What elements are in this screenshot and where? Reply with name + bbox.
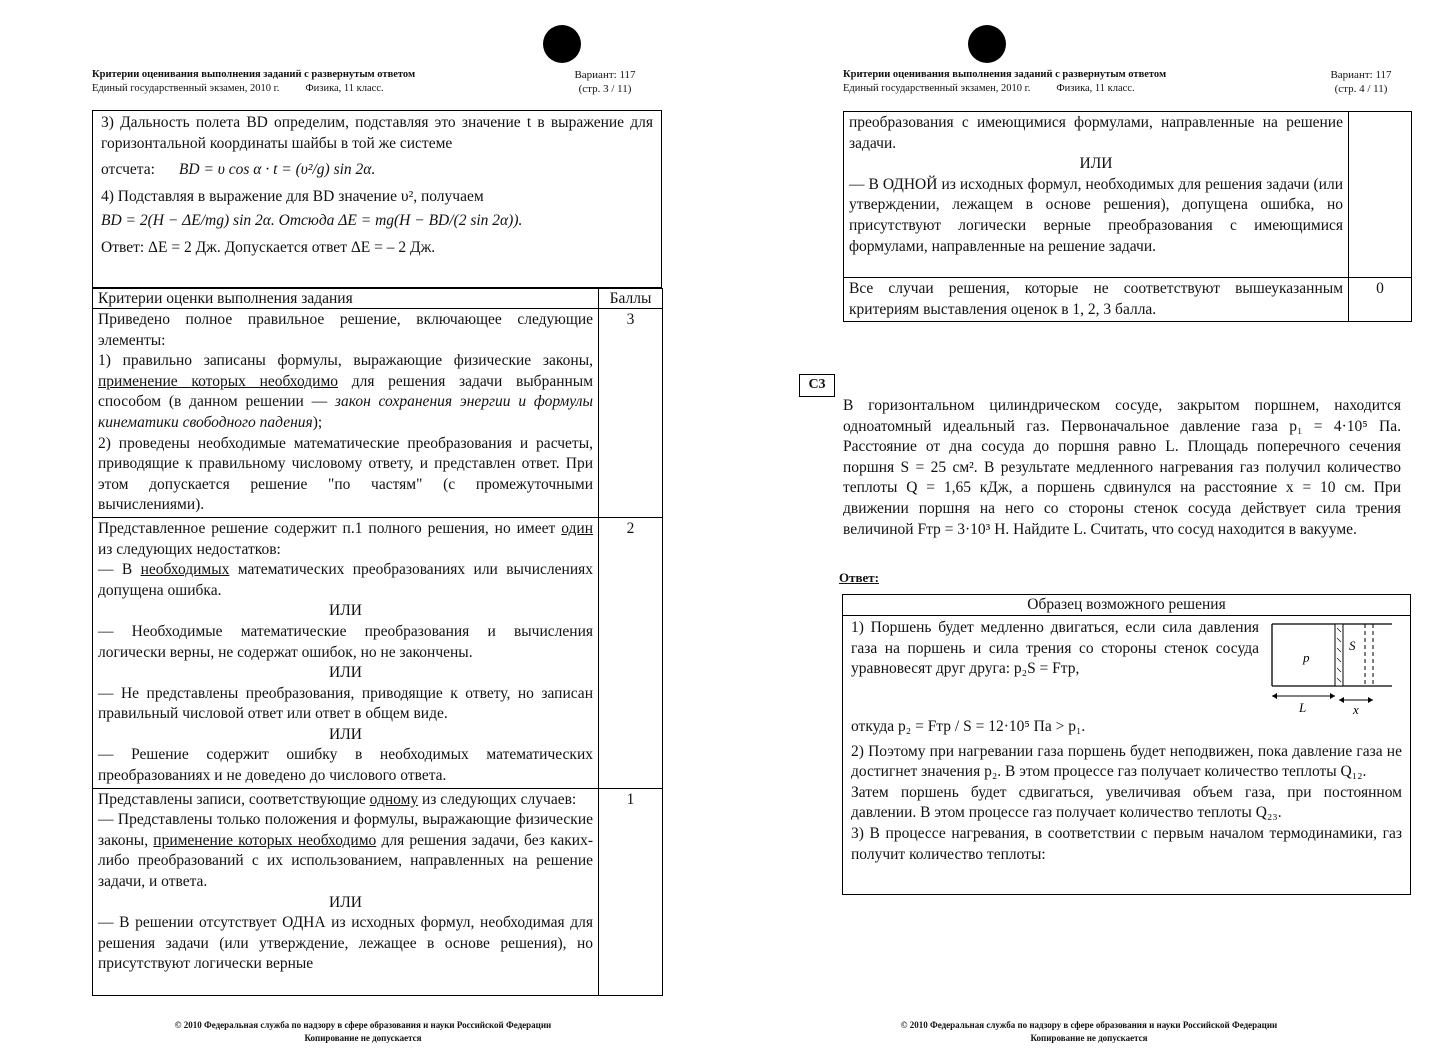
- sample-solution-box: [842, 594, 1411, 895]
- variant-label: Вариант: 117: [1330, 69, 1392, 81]
- criteria-cell: Приведено полное правильное решение, включающее следующие элементы: 1) правильно записаны формулы, выражающие физические законы, применение которых необходимо для решения задачи выбранным способом (в данном решении — закон сохранения энергии и формулы кинематики свободного падения); 2) проведены необходимые математические преобразования и расчеты, приводящие к правильному числовому ответу, и представлен ответ. При этом допускается решение "по частям" (с промежуточными вычислениями).: [93, 309, 599, 518]
- header-subject: Физика, 11 класс.: [305, 83, 384, 94]
- page-header: [92, 68, 415, 96]
- header-subject: Физика, 11 класс.: [1056, 83, 1135, 94]
- header-exam: Единый государственный экзамен, 2010 г.: [92, 83, 280, 94]
- score-cell: 2: [599, 517, 663, 788]
- label-p: p: [1303, 650, 1310, 665]
- formula-delta-e: BD = 2(H − ΔE/mg) sin 2α. Отсюда ΔE = mg(H − BD/(2 sin 2α)).: [101, 212, 523, 230]
- piston: [1335, 624, 1343, 686]
- right-page: [726, 0, 1452, 1064]
- solution-step-4: 4) Подставляя в выражение для BD значение υ², получаем: [101, 187, 484, 205]
- col-criteria-header: Критерии оценки выполнения задания: [93, 289, 599, 309]
- variant-label: Вариант: 117: [574, 69, 636, 81]
- answer-line: Ответ: ΔE = 2 Дж. Допускается ответ ΔE = – 2 Дж.: [101, 238, 436, 256]
- table-row-score-1-continued: [844, 112, 1412, 278]
- criteria-table-continued: [843, 111, 1412, 322]
- criteria-table: [92, 288, 663, 996]
- task-statement: В горизонтальном цилиндрическом сосуде, закрытом поршнем, находится одноатомный идеальный газ. Первоначальное давление газа p₁ = 4·10⁵ Па. Расстояние от дна сосуда до поршня равно L. Площадь поперечного сечения поршня S = 25 см². В результате медленного нагревания газ получил количество теплоты Q = 1,65 кДж, а поршень сдвинулся на расстояние x = 10 см. При движении поршня на него со стороны стенок сосуда действует сила трения величиной Fтр = 3·10³ Н. Найдите L. Считать, что сосуд находится в вакууме.: [843, 397, 1401, 538]
- criteria-cell: преобразования с имеющимися формулами, направленные на решение задачи. ИЛИ — В ОДНОЙ из исходных формул, необходимых для решения задачи (или утверждении, лежащем в основе решения), допущена ошибка, но присутствуют логически верные преобразования с имеющимися формулами, направленные на решение задачи.: [844, 112, 1349, 278]
- page-header: [843, 68, 1166, 96]
- criteria-cell: Все случаи решения, которые не соответствуют вышеуказанным критериям выставления оценок в 1, 2, 3 балла.: [844, 278, 1349, 322]
- table-row-score-0: [844, 278, 1412, 322]
- col-score-header: Баллы: [599, 289, 663, 309]
- solution-continuation: [92, 110, 662, 288]
- header-title: Критерии оценивания выполнения заданий с развернутым ответом: [92, 69, 416, 80]
- page-footer: © 2010 Федеральная служба по надзору в сфере образования и науки Российской Федерации Копирование не допускается: [174, 1020, 552, 1043]
- page-number: (стр. 3 / 11): [578, 83, 632, 95]
- criteria-cell: Представленное решение содержит п.1 полного решения, но имеет один из следующих недостатков: — В необходимых математических преобразованиях или вычислениях допущена ошибка. ИЛИ — Необходимые математические преобразования и вычисления логически верны, не содержат ошибок, но не закончены. ИЛИ — Не представлены преобразования, приводящие к ответу, но записан правильный числовой ответ или ответ в общем виде. ИЛИ — Решение содержит ошибку в необходимых математических преобразованиях и не доведено до числового ответа.: [93, 517, 599, 788]
- score-cell: 0: [1349, 278, 1412, 322]
- label-s: S: [1349, 638, 1356, 653]
- solution-step-1: 1) Поршень будет медленно двигаться, если сила давления газа на поршень и сила трения со стороны стенок сосуда уравновесят друг друга: p₂S = Fтр,: [851, 619, 1259, 678]
- punch-hole: [543, 25, 581, 63]
- label-l: L: [1299, 700, 1307, 715]
- label-x: x: [1353, 702, 1359, 715]
- solution-step-3: 3) В процессе нагревания, в соответствии с первым началом термодинамики, газ получит количество теплоты:: [851, 824, 1402, 863]
- solution-step-1-result: откуда p₂ = Fтр / S = 12·10⁵ Па > p₁.: [851, 718, 1086, 735]
- criteria-cell: Представлены записи, соответствующие одному из следующих случаев: — Представлены только положения и формулы, выражающие физические законы, применение которых необходимо для решения задачи, без каких-либо преобразований с их использованием, направленных на решение задачи, и ответа. ИЛИ — В решении отсутствует ОДНА из исходных формул, необходимая для решения задачи (или утверждение, лежащее в основе решения), но присутствуют логически верные: [93, 788, 599, 995]
- header-exam: Единый государственный экзамен, 2010 г.: [843, 83, 1031, 94]
- sample-solution-title: Образец возможного решения: [843, 595, 1410, 616]
- page-number-block: [560, 68, 650, 96]
- score-cell-empty: [1349, 112, 1412, 278]
- task-label-c3: C3: [799, 374, 835, 397]
- header-title: Критерии оценивания выполнения заданий с развернутым ответом: [843, 69, 1167, 80]
- score-cell: 3: [599, 309, 663, 518]
- punch-hole: [968, 25, 1006, 63]
- table-row-score-3: [93, 309, 663, 518]
- solution-step-2: 2) Поэтому при нагревании газа поршень будет неподвижен, пока давление газа не достигнет значения p₂. В этом процессе газ получает количество теплоты Q₁₂.: [851, 742, 1402, 781]
- solution-step-2b: Затем поршень будет сдвигаться, увеличивая объем газа, при постоянном давлении. В этом процессе газ получает количество теплоты Q₂₃.: [851, 783, 1402, 822]
- piston-diagram: [1267, 620, 1397, 715]
- solution-step-3-formula-line: отсчета: BD = υ cos α · t = (υ²/g) sin 2α.: [101, 161, 376, 179]
- table-header-row: [93, 289, 663, 309]
- answer-label: Ответ:: [839, 570, 880, 585]
- table-row-score-2: [93, 517, 663, 788]
- solution-step-3: 3) Дальность полета BD определим, подставляя это значение t в выражение для горизонтальной координаты шайбы в той же системе: [101, 114, 653, 152]
- page-number: (стр. 4 / 11): [1334, 83, 1388, 95]
- score-cell: 1: [599, 788, 663, 995]
- page-number-block: [1316, 68, 1406, 96]
- formula-bd: BD = υ cos α · t = (υ²/g) sin 2α.: [178, 161, 376, 179]
- page-footer: © 2010 Федеральная служба по надзору в сфере образования и науки Российской Федерации Копирование не допускается: [900, 1020, 1278, 1043]
- table-row-score-1: [93, 788, 663, 995]
